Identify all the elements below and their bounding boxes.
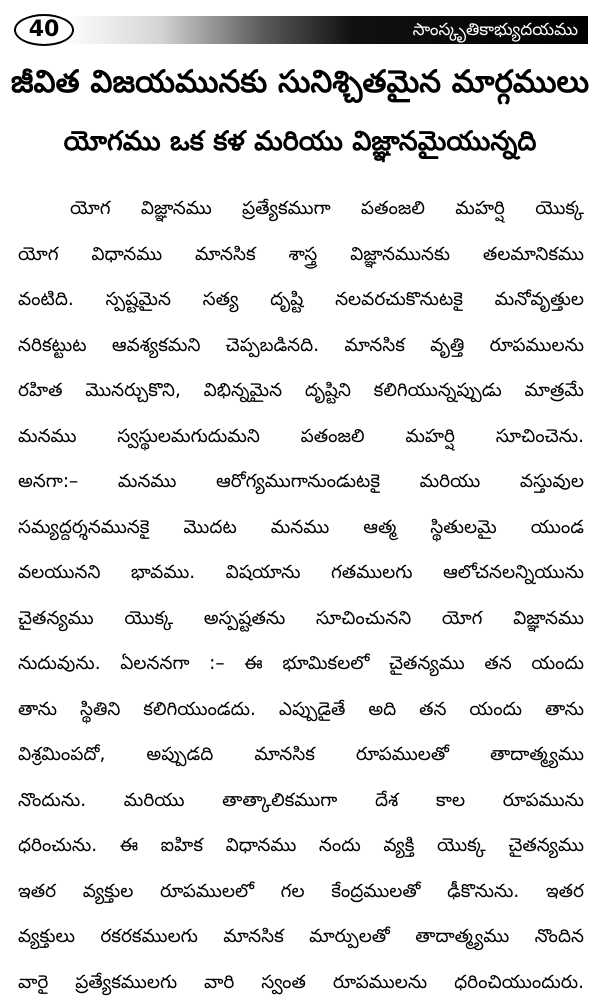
text-line: ఇతర వ్యక్తుల రూపములలో గల కేంద్రములతో ఢీకొనును. ఇతర <box>18 869 584 915</box>
text-line: వంటిది. స్పష్టమైన సత్య దృష్టి నలవరచుకొనుటకై మనోవృత్తుల <box>18 277 584 323</box>
text-line: యోగ విజ్ఞానము ప్రత్యేకముగా పతంజలి మహర్షి యొక్క <box>18 186 584 232</box>
page-header <box>14 10 588 50</box>
text-line: వలయునని భావము. విషయాను గతములగు ఆలోచనలన్నియును <box>18 550 584 596</box>
text-line: వ్యక్తులు రకరకములగు మానసిక మార్పులతో తాదాత్మ్యము నొందిన <box>18 914 584 960</box>
section-subtitle: యోగము ఒక కళ మరియు విజ్ఞానమైయున్నది <box>0 120 600 164</box>
body-paragraph <box>18 186 584 1005</box>
text-line: చైతన్యము యొక్క అస్పష్టతను సూచించునని యోగ విజ్ఞానము <box>18 596 584 642</box>
text-line: యోగ విధానము మానసిక శాస్త్ర విజ్ఞానమునకు తలమానికము <box>18 232 584 278</box>
text-line: నరికట్టుట ఆవశ్యకమని చెప్పబడినది. మానసిక వృత్తి రూపములను <box>18 323 584 369</box>
text-line: ధరించును. ఈ ఐహిక విధానము నందు వ్యక్తి యొక్క చైతన్యము <box>18 823 584 869</box>
text-line: వారై ప్రత్యేకములగు వారి స్వంత రూపములను ధరించియుందురు. <box>18 960 584 1005</box>
text-line: సమ్యద్దర్శనమునకై మొదట మనము ఆత్మ స్థితులమై యుండ <box>18 505 584 551</box>
text-line: నుదువును. ఏలననగా :– ఈ భూమికలలో చైతన్యము తన యందు <box>18 641 584 687</box>
chapter-title: జీవిత విజయమునకు సునిశ్చితమైన మార్గములు <box>0 58 600 106</box>
text-line: అనగా:– మనము ఆరోగ్యముగానుండుటకై మరియు వస్తువుల <box>18 459 584 505</box>
text-line: రహిత మొనర్చుకొని, విభిన్నమైన దృష్టిని కలిగియున్నప్పుడు మాత్రమే <box>18 368 584 414</box>
text-line: మనము స్వస్థులమగుదుమని పతంజలి మహర్షి సూచించెను. <box>18 414 584 460</box>
book-title: సాంస్కృతికాభ్యుదయము <box>413 18 578 42</box>
text-line: నొందును. మరియు తాత్కాలికముగా దేశ కాల రూపమును <box>18 778 584 824</box>
page-number: 40 <box>14 14 74 46</box>
text-line: తాను స్థితిని కలిగియుండదు. ఎప్పుడైతే అది తన యందు తాను <box>18 687 584 733</box>
text-line: విశ్రమింపదో, అప్పుడది మానసిక రూపములతో తాదాత్మ్యము <box>18 732 584 778</box>
